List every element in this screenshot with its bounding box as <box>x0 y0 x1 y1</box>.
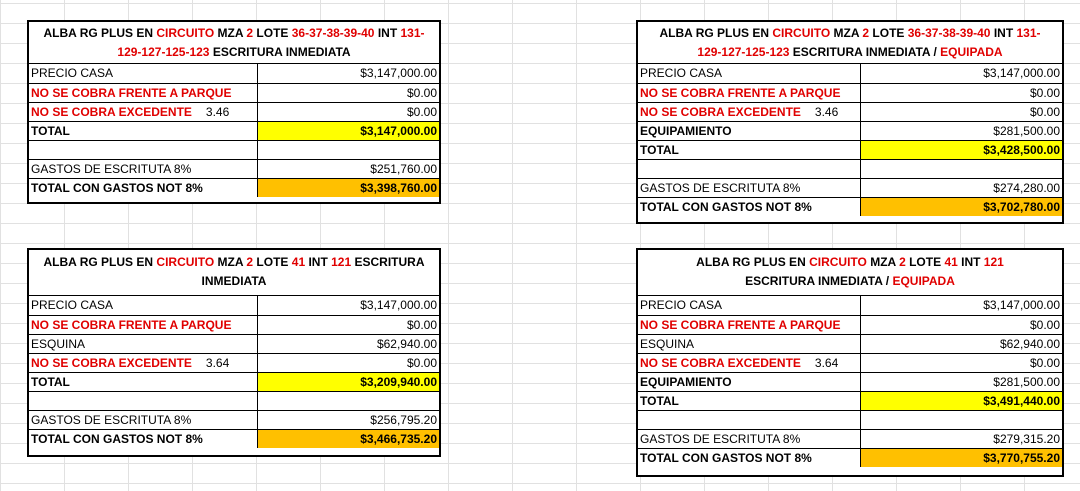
row-frente-parque[interactable]: NO SE COBRA FRENTE A PARQUE $0.00 <box>638 315 1062 334</box>
row-precio-casa[interactable]: PRECIO CASA $3,147,000.00 <box>29 64 439 83</box>
quote-table-lote-41 <box>27 248 441 457</box>
quote-rows <box>638 296 1062 467</box>
row-total-gastos[interactable]: TOTAL CON GASTOS NOT 8% $3,702,780.00 <box>638 197 1062 216</box>
row-gastos[interactable]: GASTOS DE ESCRITUTA 8% $274,280.00 <box>638 178 1062 197</box>
row-precio-casa[interactable]: PRECIO CASA $3,147,000.00 <box>638 64 1062 83</box>
quote-table-lote-36-40 <box>27 20 441 204</box>
row-gastos[interactable]: GASTOS DE ESCRITUTA 8% $256,795.20 <box>29 410 439 429</box>
row-frente-parque[interactable]: NO SE COBRA FRENTE A PARQUE $0.00 <box>638 83 1062 102</box>
row-excedente[interactable]: NO SE COBRA EXCEDENTE 3.64 $0.00 <box>638 353 1062 372</box>
quote-title[interactable]: ALBA RG PLUS EN CIRCUITO MZA 2 LOTE 36-37-38-39-40 INT 131- 129-127-125-123 ESCRITURA INMEDIATA <box>29 22 439 64</box>
quote-title[interactable]: ALBA RG PLUS EN CIRCUITO MZA 2 LOTE 41 INT 121 ESCRITURA INMEDIATA <box>29 250 439 296</box>
row-excedente[interactable]: NO SE COBRA EXCEDENTE 3.46 $0.00 <box>29 102 439 121</box>
row-excedente[interactable]: NO SE COBRA EXCEDENTE 3.46 $0.00 <box>638 102 1062 121</box>
row-empty[interactable] <box>638 410 1062 429</box>
row-gastos[interactable]: GASTOS DE ESCRITUTA 8% $251,760.00 <box>29 159 439 178</box>
row-total[interactable]: TOTAL $3,491,440.00 <box>638 391 1062 410</box>
row-esquina[interactable]: ESQUINA $62,940.00 <box>29 334 439 353</box>
row-total[interactable]: TOTAL $3,428,500.00 <box>638 140 1062 159</box>
row-total-gastos[interactable]: TOTAL CON GASTOS NOT 8% $3,398,760.00 <box>29 178 439 197</box>
row-total[interactable]: TOTAL $3,147,000.00 <box>29 121 439 140</box>
quote-table-lote-41-equipada <box>636 248 1064 477</box>
quote-rows <box>29 296 439 448</box>
row-total-gastos[interactable]: TOTAL CON GASTOS NOT 8% $3,770,755.20 <box>638 448 1062 467</box>
row-total-gastos[interactable]: TOTAL CON GASTOS NOT 8% $3,466,735.20 <box>29 429 439 448</box>
row-frente-parque[interactable]: NO SE COBRA FRENTE A PARQUE $0.00 <box>29 83 439 102</box>
quote-rows <box>29 64 439 197</box>
row-excedente[interactable]: NO SE COBRA EXCEDENTE 3.64 $0.00 <box>29 353 439 372</box>
row-equipamiento[interactable]: EQUIPAMIENTO $281,500.00 <box>638 121 1062 140</box>
row-total[interactable]: TOTAL $3,209,940.00 <box>29 372 439 391</box>
row-frente-parque[interactable]: NO SE COBRA FRENTE A PARQUE $0.00 <box>29 315 439 334</box>
row-equipamiento[interactable]: EQUIPAMIENTO $281,500.00 <box>638 372 1062 391</box>
row-empty[interactable] <box>29 140 439 159</box>
row-precio-casa[interactable]: PRECIO CASA $3,147,000.00 <box>638 296 1062 315</box>
row-esquina[interactable]: ESQUINA $62,940.00 <box>638 334 1062 353</box>
row-precio-casa[interactable]: PRECIO CASA $3,147,000.00 <box>29 296 439 315</box>
quote-title[interactable]: ALBA RG PLUS EN CIRCUITO MZA 2 LOTE 36-37-38-39-40 INT 131- 129-127-125-123 ESCRITURA INMEDIATA / EQUIPADA <box>638 22 1062 64</box>
quote-rows <box>638 64 1062 216</box>
quote-title[interactable]: ALBA RG PLUS EN CIRCUITO MZA 2 LOTE 41 INT 121 ESCRITURA INMEDIATA / EQUIPADA <box>638 250 1062 296</box>
quote-table-lote-36-40-equipada <box>636 20 1064 224</box>
row-empty[interactable] <box>29 391 439 410</box>
row-empty[interactable] <box>638 159 1062 178</box>
row-gastos[interactable]: GASTOS DE ESCRITUTA 8% $279,315.20 <box>638 429 1062 448</box>
